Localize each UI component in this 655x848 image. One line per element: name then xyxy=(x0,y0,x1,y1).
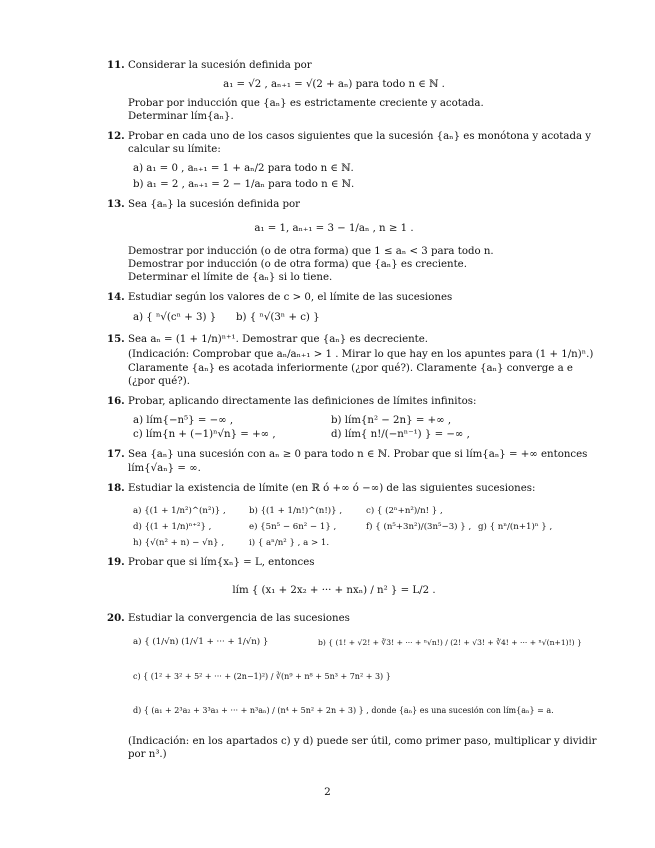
problem-16-item-a: a) lím{−n⁵} = −∞ , xyxy=(133,415,234,426)
problem-20-item-c: c) { (1² + 3² + 5² + ··· + (2n−1)²) / ∛(n⁹ + n⁸ + 5n³ + 7n² + 3) } xyxy=(133,672,391,681)
problem-14-intro: Estudiar según los valores de c > 0, el límite de las sucesiones xyxy=(128,292,453,303)
problem-18-number: 18. xyxy=(107,482,125,494)
problem-15-line1: Sea aₙ = (1 + 1/n)ⁿ⁺¹. Demostrar que {aₙ} es decreciente. xyxy=(128,334,429,345)
problem-18-intro: Estudiar la existencia de límite (en ℝ ó +∞ ó −∞) de las siguientes sucesiones: xyxy=(128,483,536,494)
problem-17-line1: Sea {aₙ} una sucesión con aₙ ≥ 0 para todo n ∈ ℕ. Probar que si lím{aₙ} = +∞ entonces xyxy=(128,449,588,460)
problem-13-number: 13. xyxy=(107,198,125,210)
problem-12-item-a: a) a₁ = 0 , aₙ₊₁ = 1 + aₙ/2 para todo n ∈ ℕ. xyxy=(133,163,354,174)
problem-20-note2: por n³.) xyxy=(128,749,167,760)
problem-11-number: 11. xyxy=(107,59,125,71)
problem-18-item-a: a) {(1 + 1/n²)^(n²)} , xyxy=(133,506,226,516)
problem-14-item-b: b) { ⁿ√(3ⁿ + c) } xyxy=(236,312,320,323)
problem-15-number: 15. xyxy=(107,333,125,345)
problem-15-line2: (Indicación: Comprobar que aₙ/aₙ₊₁ > 1 . Mirar lo que hay en los apuntes para (1 + 1/n)ⁿ.) xyxy=(128,349,594,360)
problem-13-formula: a₁ = 1, aₙ₊₁ = 3 − 1/aₙ , n ≥ 1 . xyxy=(254,223,414,234)
problem-20-item-b: b) { (1! + √2! + ∛3! + ··· + ⁿ√n!) / (2! + √3! + ∛4! + ··· + ⁿ√(n+1)!) } xyxy=(318,638,582,647)
problem-12-number: 12. xyxy=(107,130,125,142)
problem-19-number: 19. xyxy=(107,556,125,568)
problem-13-line2: Demostrar por inducción (o de otra forma) que {aₙ} es creciente. xyxy=(128,259,467,270)
problem-14-item-a: a) { ⁿ√(cⁿ + 3) } xyxy=(133,312,217,323)
problem-11-formula: a₁ = √2 , aₙ₊₁ = √(2 + aₙ) para todo n ∈ ℕ . xyxy=(223,79,445,90)
problem-17-number: 17. xyxy=(107,448,125,460)
problem-17-line2: lím{√aₙ} = ∞. xyxy=(128,463,201,474)
problem-18-item-i: i) { aⁿ/n² } , a > 1. xyxy=(249,538,330,548)
problem-16-item-b: b) lím{n² − 2n} = +∞ , xyxy=(331,415,452,426)
problem-18-item-d: d) {(1 + 1/n)ⁿ⁺²} , xyxy=(133,522,212,532)
problem-16-number: 16. xyxy=(107,395,125,407)
problem-18-item-h: h) {√(n² + n) − √n} , xyxy=(133,538,225,548)
problem-12-item-b: b) a₁ = 2 , aₙ₊₁ = 2 − 1/aₙ para todo n ∈ ℕ. xyxy=(133,179,355,190)
problem-19-formula: lím { (x₁ + 2x₂ + ··· + nxₙ) / n² } = L/2 . xyxy=(232,585,436,596)
page-number: 2 xyxy=(324,786,331,798)
problem-12-intro1: Probar en cada uno de los casos siguientes que la sucesión {aₙ} es monótona y acotada y xyxy=(128,131,592,142)
problem-18-item-g: g) { nⁿ/(n+1)ⁿ } , xyxy=(478,522,553,532)
problem-16-intro: Probar, aplicando directamente las definiciones de límites infinitos: xyxy=(128,396,477,407)
problem-18-item-c: c) { (2ⁿ+n²)/n! } , xyxy=(366,506,443,516)
problem-13-line3: Determinar el límite de {aₙ} si lo tiene. xyxy=(128,272,333,283)
problem-15-line3: Claramente {aₙ} es acotada inferiormente (¿por qué?). Claramente {aₙ} converge a e xyxy=(128,363,573,374)
problem-15-line4: (¿por qué?). xyxy=(128,376,190,387)
problem-13-line1: Demostrar por inducción (o de otra forma) que 1 ≤ aₙ < 3 para todo n. xyxy=(128,246,494,257)
problem-19-intro: Probar que si lím{xₙ} = L, entonces xyxy=(128,557,315,568)
problem-11-intro: Considerar la sucesión definida por xyxy=(128,60,312,71)
problem-12-intro2: calcular su límite: xyxy=(128,144,221,155)
problem-11-line1: Probar por inducción que {aₙ} es estrictamente creciente y acotada. xyxy=(128,98,484,109)
problem-13-intro: Sea {aₙ} la sucesión definida por xyxy=(128,199,301,210)
problem-11-line2: Determinar lím{aₙ}. xyxy=(128,111,234,122)
problem-20-intro: Estudiar la convergencia de las sucesiones xyxy=(128,613,350,624)
problem-16-item-c: c) lím{n + (−1)ⁿ√n} = +∞ , xyxy=(133,429,276,440)
problem-18-item-e: e) {5n⁵ − 6n² − 1} , xyxy=(249,522,337,532)
problem-20-number: 20. xyxy=(107,612,125,624)
problem-20-item-d: d) { (a₁ + 2³a₂ + 3³a₃ + ··· + n³aₙ) / (n⁴ + 5n² + 2n + 3) } , donde {aₙ} es una sucesión con lím{aₙ} = a. xyxy=(133,706,554,715)
problem-18-item-f: f) { (n⁵+3n²)/(3n⁵−3) } , xyxy=(366,522,472,532)
problem-20-item-a: a) { (1/√n) (1/√1 + ··· + 1/√n) } xyxy=(133,637,269,647)
problem-16-item-d: d) lím{ n!/(−nⁿ⁻¹) } = −∞ , xyxy=(331,429,470,440)
problem-18-item-b: b) {(1 + 1/n!)^(n!)} , xyxy=(249,506,343,516)
problem-14-number: 14. xyxy=(107,291,125,303)
problem-20-note1: (Indicación: en los apartados c) y d) puede ser útil, como primer paso, multiplicar y dividir xyxy=(128,736,597,747)
